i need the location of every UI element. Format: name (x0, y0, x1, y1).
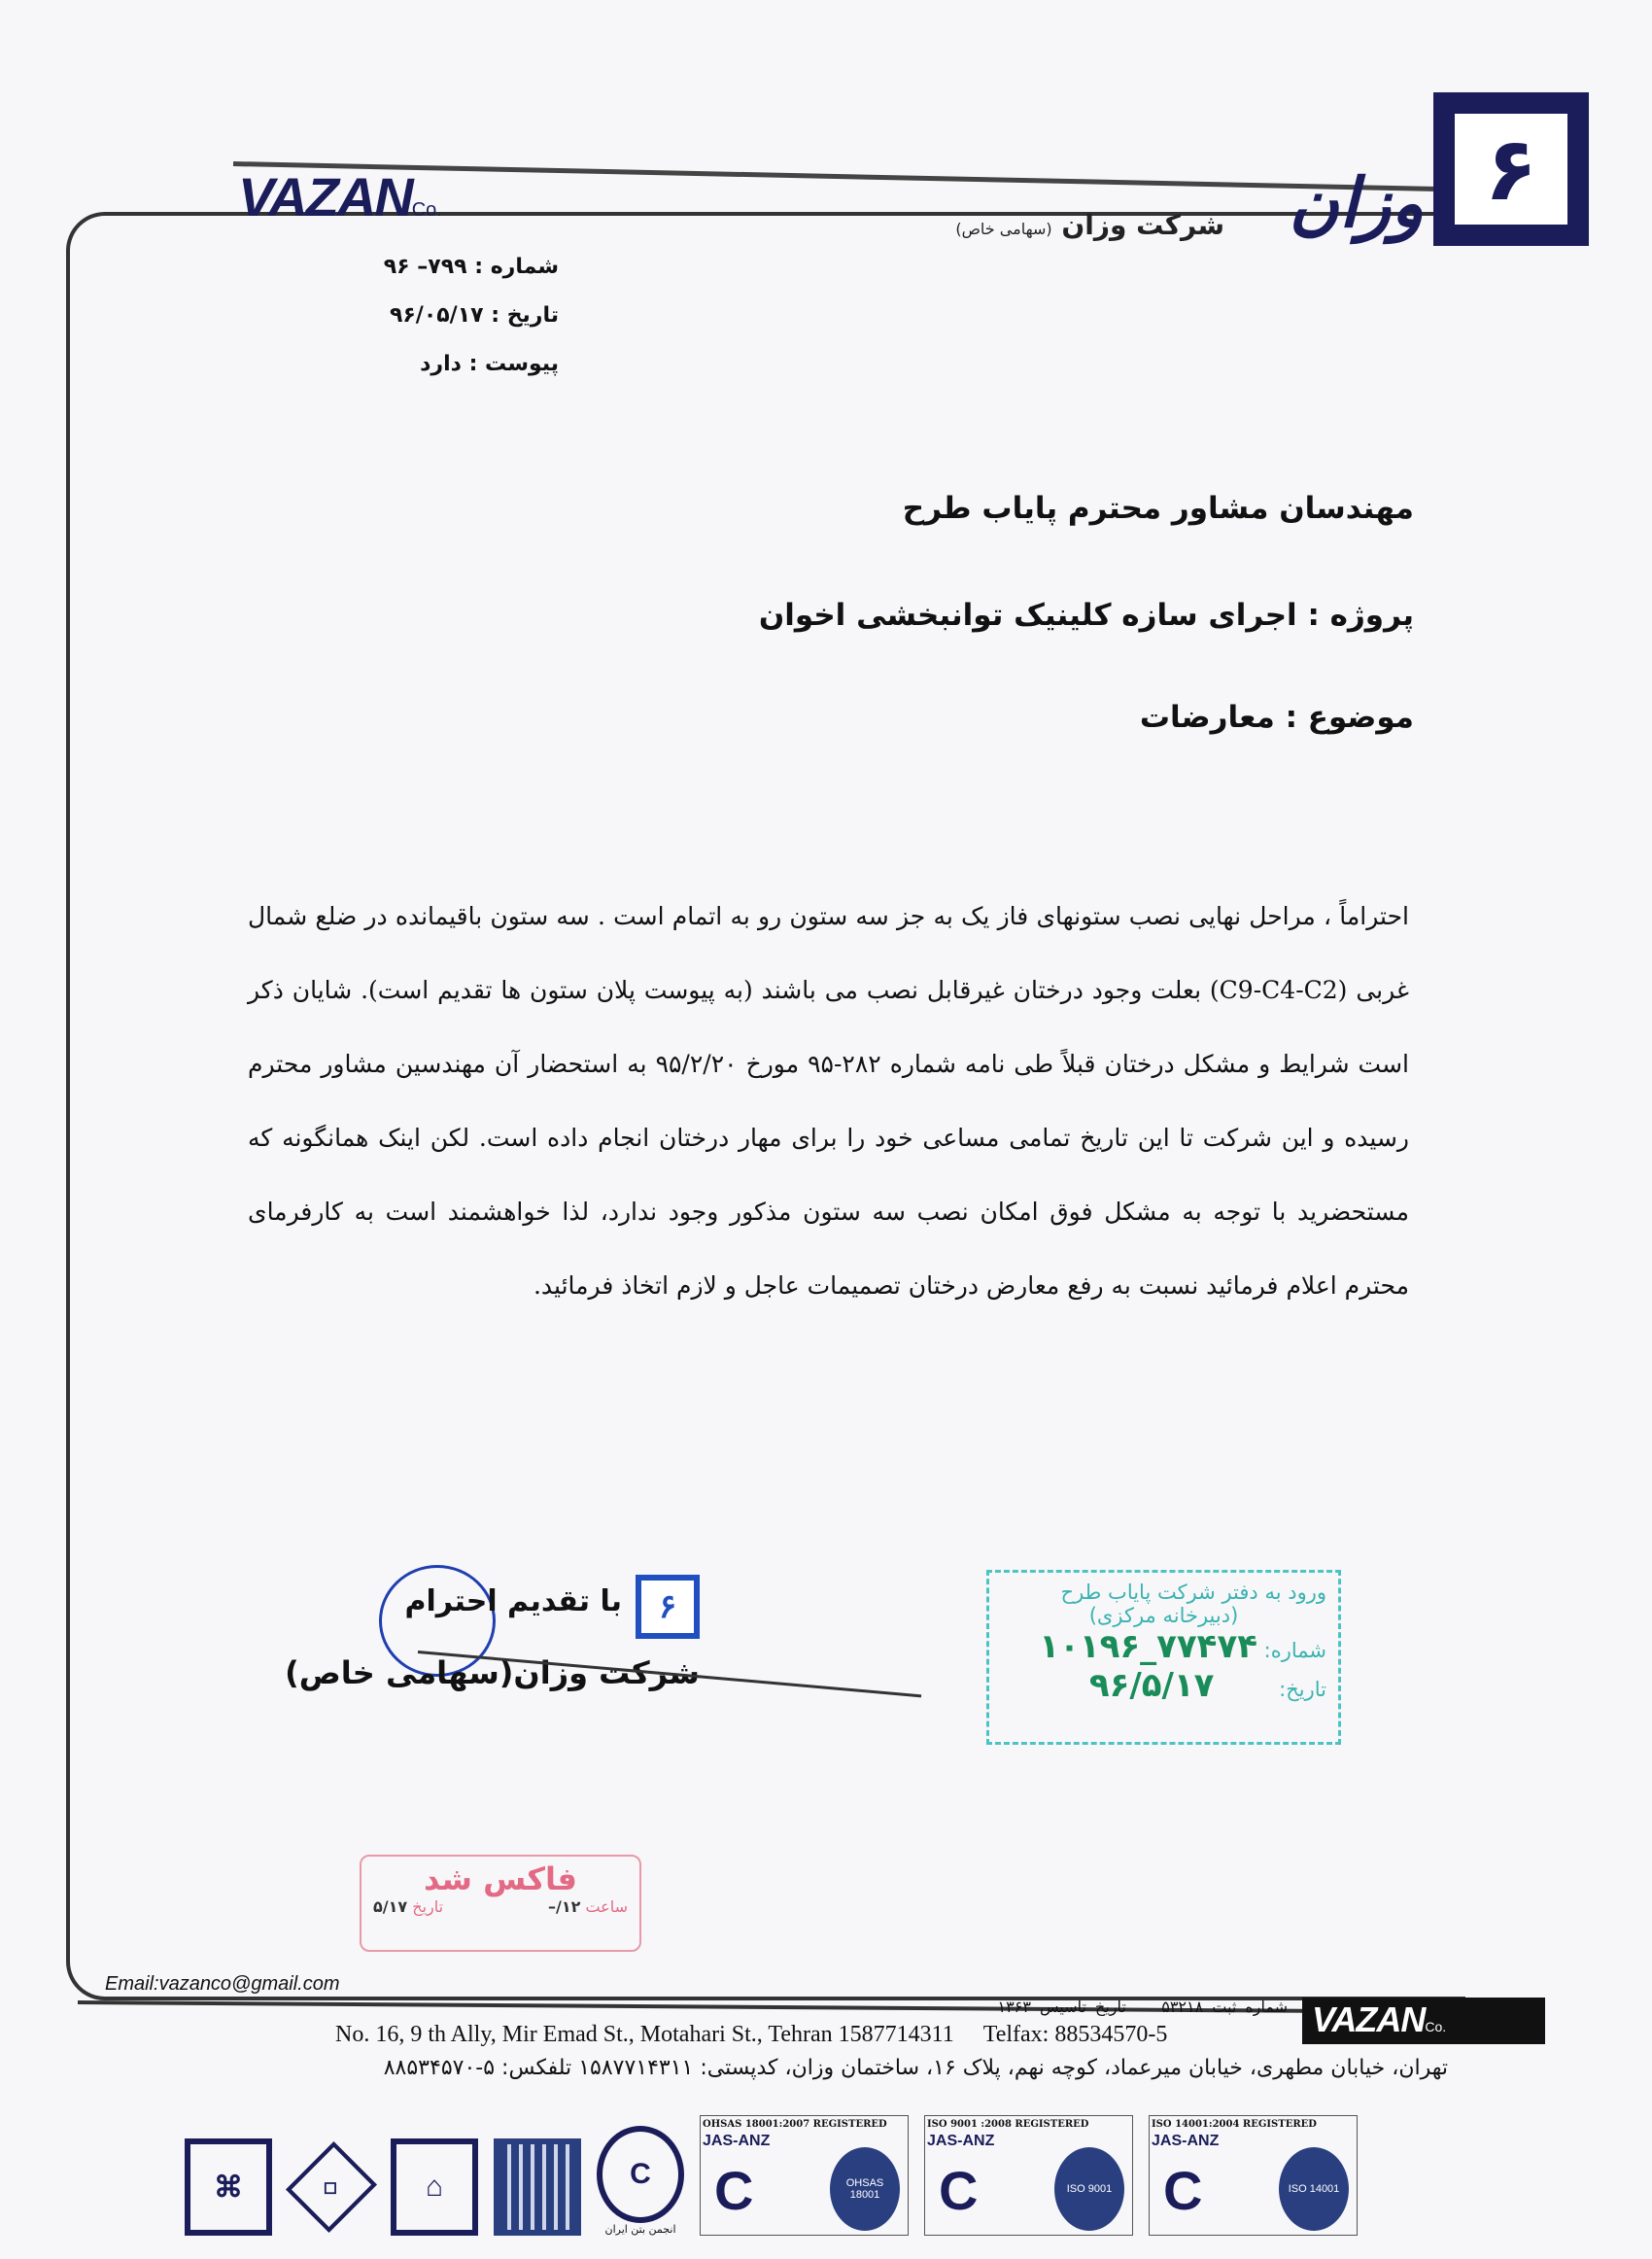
recipient: مهندسان مشاور محترم پایاب طرح (902, 491, 1414, 526)
association-logo-icon (494, 2138, 581, 2236)
cert-ohsas: OHSAS 18001:2007 REGISTERED JAS-ANZ C OHSAS 18001 (700, 2115, 909, 2236)
letter-attachment: پیوست : دارد (420, 352, 559, 376)
project: پروژه : اجرای سازه کلینیک توانبخشی اخوان (758, 598, 1414, 633)
fax-time-label: ساعت (585, 1897, 628, 1916)
subject: موضوع : معارضات (1139, 700, 1414, 735)
seal-logo-icon: ۶ (636, 1575, 700, 1639)
association-logo-icon: ⌘ (185, 2138, 272, 2236)
concrete-association (597, 2126, 684, 2236)
email: Email:vazanco@gmail.com (105, 1973, 340, 1995)
footer-badges (185, 2115, 1448, 2236)
stamp-date: ۹۶/۵/۱۷ (1088, 1666, 1215, 1705)
vazan-logo-icon: ۶ (1433, 92, 1589, 246)
stamp-date-label: تاریخ: (1279, 1678, 1326, 1701)
cert-iso9001: ISO 9001 :2008 REGISTERED JAS-ANZ C ISO 9001 (924, 2115, 1133, 2236)
registration-info: شماره ثبت ۵۳۲۱۸ تاریخ تاسیس ۱۳۶۳ (997, 1998, 1288, 2016)
stamp-number: ۱۰۱۹۶_۷۷۴۷۴ (1039, 1627, 1257, 1666)
brand-en: VAZANCo. (238, 166, 442, 227)
company-name-fa: شرکت وزان (سهامی خاص) (955, 209, 1224, 241)
closing: با تقدیم احترام (404, 1584, 622, 1618)
assoc-label: انجمن بتن ایران (604, 2223, 676, 2236)
received-stamp (986, 1570, 1341, 1745)
letter-date: تاریخ : ۹۶/۰۵/۱۷ (389, 303, 559, 328)
stamp-number-label: شماره: (1263, 1639, 1326, 1662)
signature-block (285, 1575, 700, 1720)
letter-body: احتراماً ، مراحل نهایی نصب ستونهای فاز یک به جز سه ستون رو به اتمام است . سه ستون باقیمانده در ضلع شمال غربی (C9-C4-C2) بعلت وجود درختان غیرقابل نصب می باشند (به پیوست پلان ستون ها تقدیم است). شایان ذکر است شرایط و مشکل درختان قبلاً طی نامه شماره ۲۸۲-۹۵ مورخ ۹۵/۲/۲۰ به استحضار آن مهندسین مشاور محترم رسیده و این شرکت تا این تاریخ تمامی مساعی خود را برای مهار درختان انجام داده است. لکن اینک همانگونه که مستحضرید با توجه به مشکل فوق امکان نصب سه ستون مذکور وجود ندارد، لذا خواهشمند است به کارفرمای محترم اعلام فرمائید نسبت به رفع معارض درختان تصمیمات عاجل و لازم اتخاذ فرمائید. (248, 902, 1410, 1300)
address-fa: تهران، خیابان مطهری، خیابان میرعماد، کوچه نهم، پلاک ۱۶، ساختمان وزان، کدپستی: ۱۵۸۷۷۱۴۳۱۱ تلفکس: ۵-۸۸۵۳۴۵۷۰ (383, 2056, 1448, 2080)
cert-iso14001: ISO 14001:2004 REGISTERED JAS-ANZ C ISO 14001 (1149, 2115, 1358, 2236)
association-logo-icon: ◇ (286, 2141, 377, 2233)
logo-wordmark: وزان (1289, 163, 1424, 243)
fax-date-label: تاریخ (412, 1897, 444, 1916)
signatory-company: شرکت وزان(سهامی خاص) (285, 1654, 700, 1691)
address-en: No. 16, 9 th Ally, Mir Emad St., Motahari St., Tehran 1587714311 Telfax: 88534570-5 (335, 2022, 1168, 2047)
letter-number: شماره : ۷۹۹– ۹۶ (383, 255, 559, 279)
concrete-logo-icon: C (597, 2126, 684, 2223)
stamp-subtitle: (دبیرخانه مرکزی) (1088, 1604, 1239, 1627)
fax-time: ۱۲/– (547, 1897, 581, 1916)
fax-date: ۵/۱۷ (373, 1897, 408, 1916)
association-logo-icon: ⌂ (391, 2138, 478, 2236)
footer-brand: VAZANCo. (1302, 1998, 1545, 2044)
fax-stamp (360, 1855, 641, 1952)
fax-title: فاکس شد (424, 1860, 577, 1897)
stamp-title: ورود به دفتر شرکت پایاب طرح (1060, 1581, 1326, 1604)
